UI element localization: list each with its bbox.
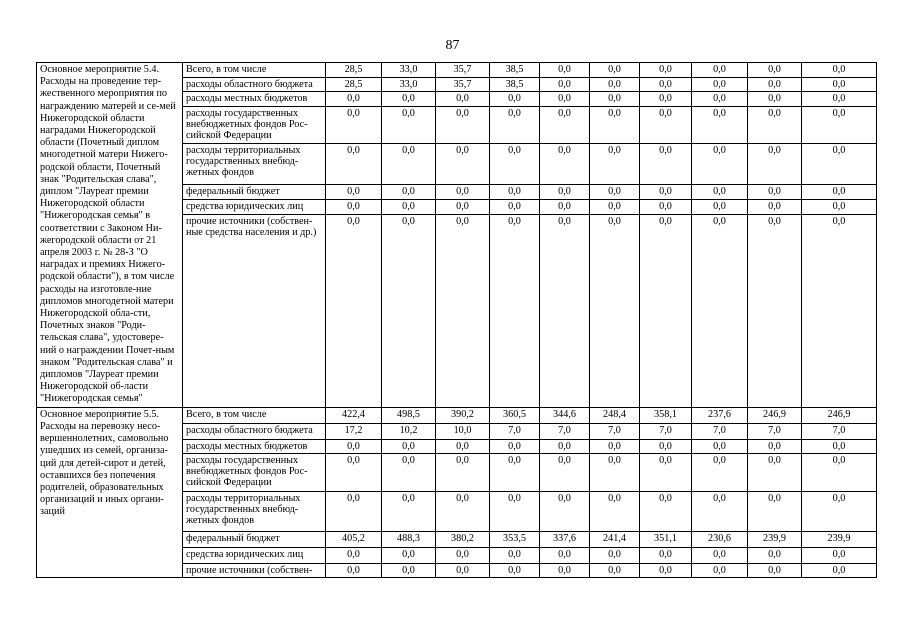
funding-source: расходы местных бюджетов xyxy=(183,92,326,107)
funding-source: расходы местных бюджетов xyxy=(183,439,326,453)
funding-source: расходы областного бюджета xyxy=(183,77,326,92)
funding-source: прочие источники (собствен- xyxy=(183,563,326,577)
funding-source: средства юридических лиц xyxy=(183,547,326,563)
value-cell: 0,0 xyxy=(802,439,877,453)
value-cell: 33,0 xyxy=(382,63,436,78)
value-cell: 0,0 xyxy=(382,92,436,107)
value-cell: 0,0 xyxy=(490,547,540,563)
value-cell: 0,0 xyxy=(490,185,540,200)
value-cell: 38,5 xyxy=(490,63,540,78)
value-cell: 0,0 xyxy=(640,214,692,407)
value-cell: 0,0 xyxy=(326,439,382,453)
value-cell: 0,0 xyxy=(540,200,590,215)
value-cell: 0,0 xyxy=(640,563,692,577)
funding-table xyxy=(36,62,877,578)
value-cell: 0,0 xyxy=(540,491,590,531)
value-cell: 7,0 xyxy=(748,423,802,439)
value-cell: 0,0 xyxy=(436,106,490,143)
value-cell: 0,0 xyxy=(692,200,748,215)
value-cell: 0,0 xyxy=(802,200,877,215)
value-cell: 0,0 xyxy=(436,563,490,577)
value-cell: 10,0 xyxy=(436,423,490,439)
activity-description: Основное мероприятие 5.5. Расходы на перевозку несо-вершеннолетних, самовольно ушедших из семей, организа-ций для детей-сирот и детей, оставшихся без попечения родителей, образовательных организаций и иных органи-заций xyxy=(37,407,183,577)
value-cell: 0,0 xyxy=(802,547,877,563)
value-cell: 0,0 xyxy=(640,200,692,215)
funding-source: расходы территориальных государственных внебюд-жетных фондов xyxy=(183,491,326,531)
value-cell: 0,0 xyxy=(490,214,540,407)
value-cell: 7,0 xyxy=(802,423,877,439)
value-cell: 0,0 xyxy=(540,453,590,491)
funding-source: прочие источники (собствен-ные средства населения и др.) xyxy=(183,214,326,407)
value-cell: 0,0 xyxy=(590,63,640,78)
value-cell: 0,0 xyxy=(490,200,540,215)
value-cell: 0,0 xyxy=(326,563,382,577)
value-cell: 0,0 xyxy=(382,563,436,577)
value-cell: 0,0 xyxy=(748,92,802,107)
page-number: 87 xyxy=(445,38,460,53)
value-cell: 0,0 xyxy=(326,453,382,491)
value-cell: 0,0 xyxy=(640,106,692,143)
value-cell: 390,2 xyxy=(436,407,490,423)
value-cell: 0,0 xyxy=(382,214,436,407)
value-cell: 0,0 xyxy=(540,77,590,92)
value-cell: 0,0 xyxy=(436,143,490,185)
value-cell: 248,4 xyxy=(590,407,640,423)
value-cell: 0,0 xyxy=(748,143,802,185)
value-cell: 7,0 xyxy=(590,423,640,439)
value-cell: 0,0 xyxy=(640,77,692,92)
value-cell: 0,0 xyxy=(590,92,640,107)
value-cell: 0,0 xyxy=(802,185,877,200)
activity-description: Основное мероприятие 5.4. Расходы на проведение тер-жественного мероприятия по награждению матерей и се-мей Нижегородской области наградами Нижегородской области (Почетный диплом многодетной матери Нижего-родской области, Почетный знак "Родительская слава", диплом "Лауреат премии Нижегородской области "Нижегородская семья" в соответствии с Законом Ни-жегородской области от 21 апреля 2003 г. № 28-З "О наградах и премиях Нижего-родской области"), в том числе расходы на изготовле-ние дипломов многодетной матери Нижегородской обла-сти, Почетных знаков "Роди-тельская слава", удостовере-ний о награждении Почет-ным знаком "Родительская слава" и дипломов "Лауреат премии Нижегородской об-ласти "Нижегородская семья" xyxy=(37,63,183,408)
value-cell: 0,0 xyxy=(326,92,382,107)
value-cell: 344,6 xyxy=(540,407,590,423)
funding-source: федеральный бюджет xyxy=(183,185,326,200)
value-cell: 0,0 xyxy=(540,185,590,200)
value-cell: 0,0 xyxy=(692,453,748,491)
value-cell: 353,5 xyxy=(490,531,540,547)
value-cell: 33,0 xyxy=(382,77,436,92)
value-cell: 0,0 xyxy=(436,439,490,453)
value-cell: 0,0 xyxy=(490,106,540,143)
value-cell: 0,0 xyxy=(436,453,490,491)
value-cell: 0,0 xyxy=(540,214,590,407)
value-cell: 0,0 xyxy=(748,547,802,563)
funding-source: Всего, в том числе xyxy=(183,63,326,78)
value-cell: 0,0 xyxy=(382,453,436,491)
value-cell: 0,0 xyxy=(382,200,436,215)
value-cell: 0,0 xyxy=(326,200,382,215)
value-cell: 246,9 xyxy=(802,407,877,423)
value-cell: 0,0 xyxy=(802,563,877,577)
value-cell: 0,0 xyxy=(490,453,540,491)
value-cell: 0,0 xyxy=(748,214,802,407)
value-cell: 7,0 xyxy=(640,423,692,439)
value-cell: 0,0 xyxy=(692,77,748,92)
value-cell: 0,0 xyxy=(640,453,692,491)
funding-source: расходы областного бюджета xyxy=(183,423,326,439)
value-cell: 0,0 xyxy=(748,491,802,531)
value-cell: 337,6 xyxy=(540,531,590,547)
value-cell: 0,0 xyxy=(326,143,382,185)
value-cell: 405,2 xyxy=(326,531,382,547)
value-cell: 28,5 xyxy=(326,77,382,92)
value-cell: 0,0 xyxy=(748,63,802,78)
value-cell: 0,0 xyxy=(748,439,802,453)
value-cell: 28,5 xyxy=(326,63,382,78)
value-cell: 358,1 xyxy=(640,407,692,423)
funding-source: Всего, в том числе xyxy=(183,407,326,423)
value-cell: 0,0 xyxy=(802,491,877,531)
value-cell: 0,0 xyxy=(436,92,490,107)
value-cell: 0,0 xyxy=(436,491,490,531)
value-cell: 17,2 xyxy=(326,423,382,439)
value-cell: 0,0 xyxy=(590,214,640,407)
value-cell: 0,0 xyxy=(590,453,640,491)
value-cell: 0,0 xyxy=(590,439,640,453)
value-cell: 360,5 xyxy=(490,407,540,423)
value-cell: 351,1 xyxy=(640,531,692,547)
value-cell: 0,0 xyxy=(540,143,590,185)
value-cell: 0,0 xyxy=(692,106,748,143)
value-cell: 0,0 xyxy=(326,547,382,563)
value-cell: 0,0 xyxy=(692,185,748,200)
value-cell: 0,0 xyxy=(436,185,490,200)
value-cell: 239,9 xyxy=(802,531,877,547)
value-cell: 0,0 xyxy=(802,106,877,143)
value-cell: 498,5 xyxy=(382,407,436,423)
value-cell: 0,0 xyxy=(540,439,590,453)
value-cell: 0,0 xyxy=(382,547,436,563)
value-cell: 0,0 xyxy=(540,547,590,563)
value-cell: 0,0 xyxy=(802,92,877,107)
value-cell: 0,0 xyxy=(692,547,748,563)
value-cell: 0,0 xyxy=(382,143,436,185)
value-cell: 0,0 xyxy=(590,491,640,531)
value-cell: 0,0 xyxy=(326,214,382,407)
value-cell: 0,0 xyxy=(590,563,640,577)
value-cell: 7,0 xyxy=(692,423,748,439)
value-cell: 0,0 xyxy=(640,143,692,185)
value-cell: 0,0 xyxy=(692,143,748,185)
value-cell: 230,6 xyxy=(692,531,748,547)
value-cell: 380,2 xyxy=(436,531,490,547)
value-cell: 0,0 xyxy=(382,491,436,531)
value-cell: 35,7 xyxy=(436,77,490,92)
value-cell: 0,0 xyxy=(326,185,382,200)
value-cell: 0,0 xyxy=(802,63,877,78)
funding-source: расходы территориальных государственных внебюд-жетных фондов xyxy=(183,143,326,185)
value-cell: 0,0 xyxy=(692,214,748,407)
value-cell: 0,0 xyxy=(590,200,640,215)
value-cell: 0,0 xyxy=(540,63,590,78)
value-cell: 0,0 xyxy=(748,453,802,491)
value-cell: 0,0 xyxy=(490,92,540,107)
value-cell: 0,0 xyxy=(490,143,540,185)
value-cell: 0,0 xyxy=(640,63,692,78)
value-cell: 35,7 xyxy=(436,63,490,78)
funding-source: федеральный бюджет xyxy=(183,531,326,547)
funding-source: расходы государственных внебюджетных фондов Рос-сийской Федерации xyxy=(183,106,326,143)
value-cell: 0,0 xyxy=(640,185,692,200)
value-cell: 0,0 xyxy=(640,491,692,531)
value-cell: 0,0 xyxy=(590,143,640,185)
funding-source: расходы государственных внебюджетных фондов Рос-сийской Федерации xyxy=(183,453,326,491)
value-cell: 0,0 xyxy=(490,439,540,453)
value-cell: 0,0 xyxy=(692,563,748,577)
value-cell: 239,9 xyxy=(748,531,802,547)
table-row xyxy=(37,63,877,78)
value-cell: 0,0 xyxy=(748,185,802,200)
value-cell: 0,0 xyxy=(748,200,802,215)
value-cell: 0,0 xyxy=(802,77,877,92)
value-cell: 241,4 xyxy=(590,531,640,547)
value-cell: 0,0 xyxy=(692,491,748,531)
value-cell: 38,5 xyxy=(490,77,540,92)
value-cell: 237,6 xyxy=(692,407,748,423)
value-cell: 0,0 xyxy=(802,453,877,491)
value-cell: 0,0 xyxy=(590,547,640,563)
value-cell: 246,9 xyxy=(748,407,802,423)
value-cell: 0,0 xyxy=(490,563,540,577)
value-cell: 0,0 xyxy=(748,106,802,143)
value-cell: 0,0 xyxy=(540,92,590,107)
value-cell: 0,0 xyxy=(802,214,877,407)
value-cell: 0,0 xyxy=(326,106,382,143)
value-cell: 0,0 xyxy=(748,77,802,92)
value-cell: 0,0 xyxy=(382,439,436,453)
value-cell: 10,2 xyxy=(382,423,436,439)
value-cell: 0,0 xyxy=(640,439,692,453)
value-cell: 0,0 xyxy=(326,491,382,531)
value-cell: 0,0 xyxy=(436,200,490,215)
value-cell: 0,0 xyxy=(748,563,802,577)
funding-source: средства юридических лиц xyxy=(183,200,326,215)
value-cell: 0,0 xyxy=(802,143,877,185)
value-cell: 0,0 xyxy=(640,92,692,107)
value-cell: 7,0 xyxy=(540,423,590,439)
value-cell: 422,4 xyxy=(326,407,382,423)
value-cell: 0,0 xyxy=(382,185,436,200)
value-cell: 0,0 xyxy=(692,439,748,453)
table-row xyxy=(37,407,877,423)
value-cell: 0,0 xyxy=(436,214,490,407)
value-cell: 0,0 xyxy=(540,563,590,577)
value-cell: 0,0 xyxy=(590,106,640,143)
value-cell: 0,0 xyxy=(382,106,436,143)
value-cell: 7,0 xyxy=(490,423,540,439)
value-cell: 0,0 xyxy=(590,185,640,200)
value-cell: 0,0 xyxy=(490,491,540,531)
value-cell: 0,0 xyxy=(590,77,640,92)
value-cell: 0,0 xyxy=(540,106,590,143)
value-cell: 488,3 xyxy=(382,531,436,547)
value-cell: 0,0 xyxy=(640,547,692,563)
value-cell: 0,0 xyxy=(436,547,490,563)
value-cell: 0,0 xyxy=(692,92,748,107)
value-cell: 0,0 xyxy=(692,63,748,78)
